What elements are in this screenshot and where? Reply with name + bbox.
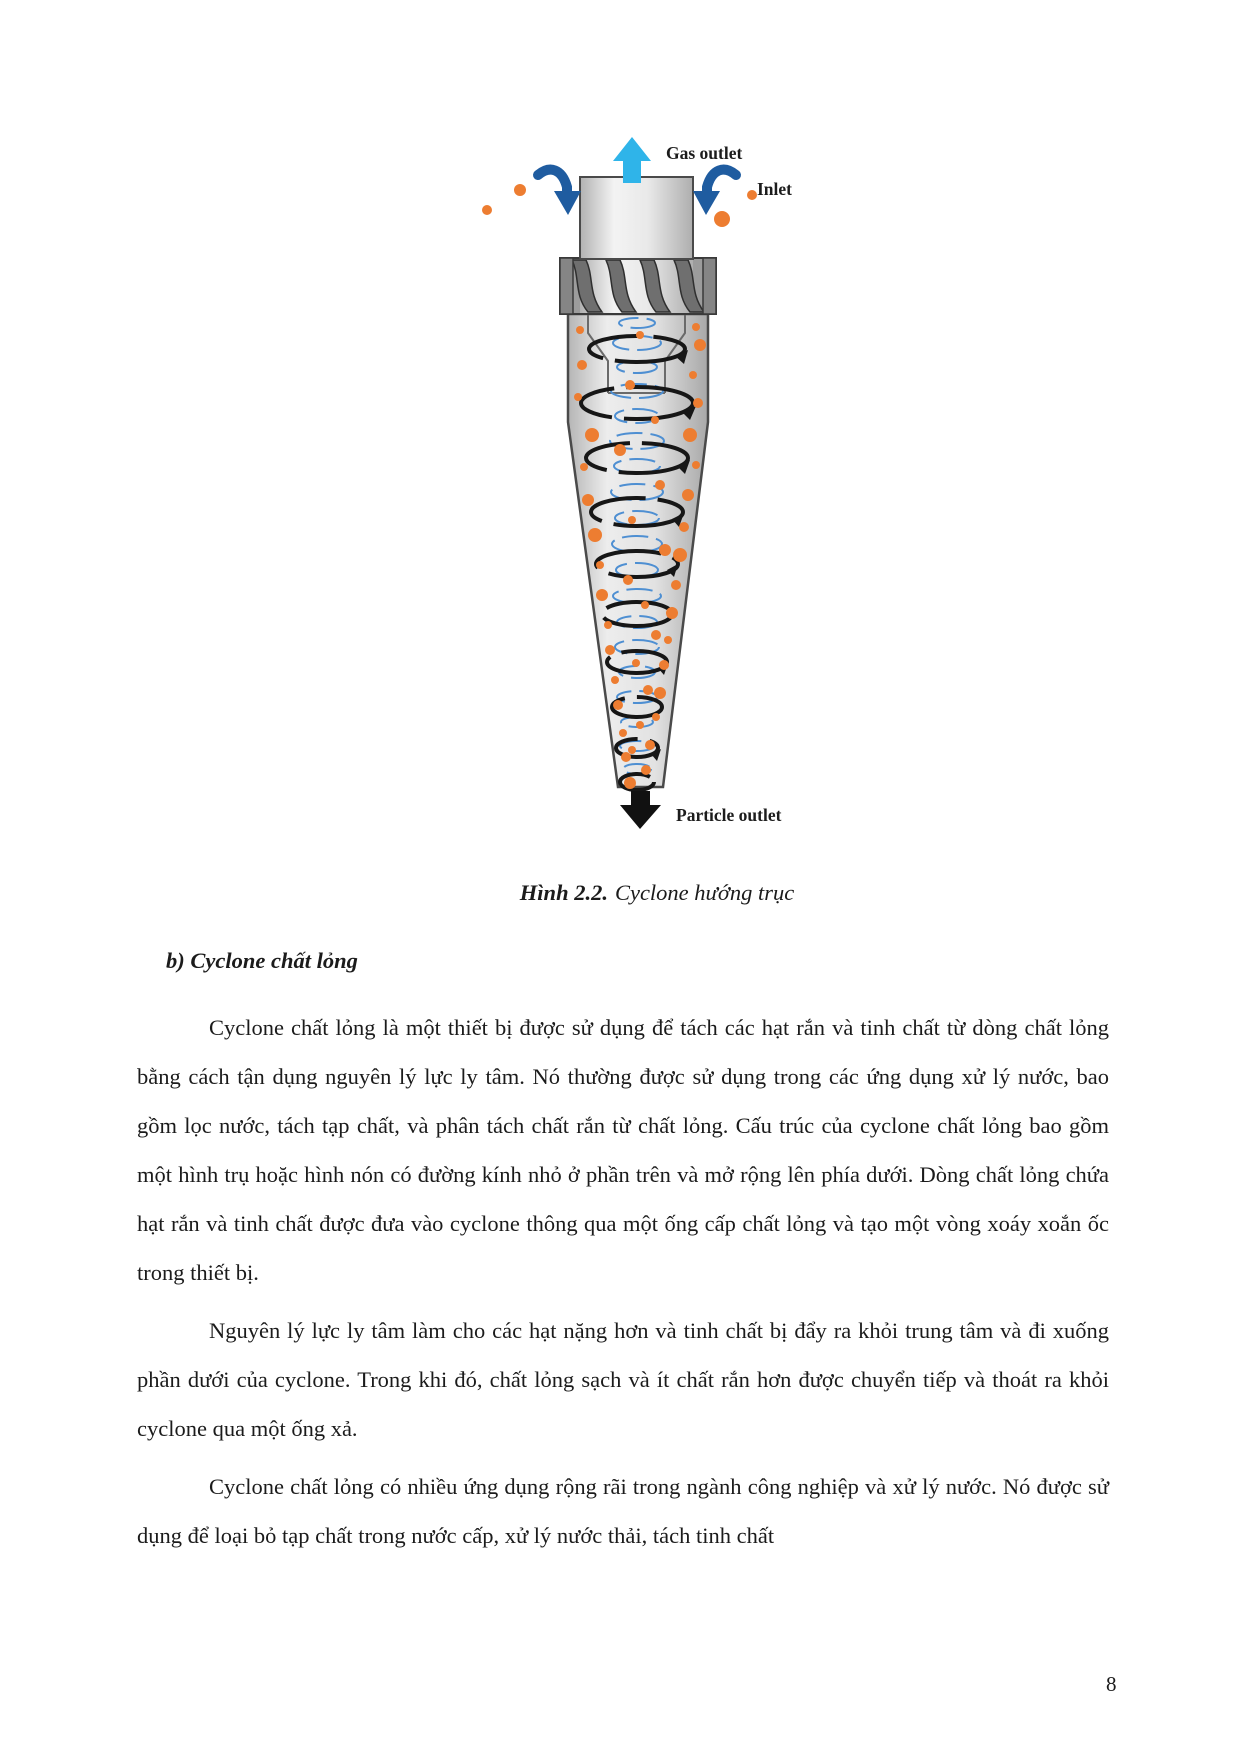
inlet-arrow-right-icon	[693, 170, 736, 215]
body-paragraph: Cyclone chất lỏng là một thiết bị được sử dụng để tách các hạt rắn và tinh chất từ dòng chất lỏng bằng cách tận dụng nguyên lý lực ly tâm. Nó thường được sử dụng trong các ứng dụng xử lý nước, bao gồm lọc nước, tách tạp chất, và phân tách chất rắn từ chất lỏng. Cấu trúc của cyclone chất lỏng bao gồm một hình trụ hoặc hình nón có đường kính nhỏ ở phần trên và mở rộng lên phía dưới. Dòng chất lỏng chứa hạt rắn và tinh chất được đưa vào cyclone thông qua một ống cấp chất lỏng và tạo một vòng xoáy xoắn ốc trong thiết bị.	[137, 1015, 1109, 1285]
inlet-label: Inlet	[757, 179, 792, 199]
cyclone-figure	[460, 135, 820, 835]
gas-outlet-tube	[580, 177, 693, 259]
figure-caption-number: Hình 2.2.	[519, 880, 608, 905]
figure-caption	[133, 878, 1109, 908]
swirl-vane-band	[560, 258, 716, 314]
figure-caption-text: Cyclone hướng trục	[614, 880, 795, 905]
body-paragraph: Nguyên lý lực ly tâm làm cho các hạt nặng hơn và tinh chất bị đẩy ra khỏi trung tâm và đi xuống phần dưới của cyclone. Trong khi đó, chất lỏng sạch và ít chất rắn hơn được chuyển tiếp và thoát ra khỏi cyclone qua một ống xả.	[137, 1318, 1109, 1441]
body-paragraph: Cyclone chất lỏng có nhiều ứng dụng rộng rãi trong ngành công nghiệp và xử lý nước. Nó được sử dụng để loại bỏ tạp chất trong nước cấp, xử lý nước thải, tách tinh chất	[137, 1474, 1109, 1548]
section-heading: b) Cyclone chất lỏng	[166, 948, 358, 973]
gas-outlet-label: Gas outlet	[666, 143, 743, 163]
body-text	[137, 1003, 1109, 1569]
inlet-arrow-left-icon	[538, 170, 581, 215]
particle-outlet-arrow-icon	[620, 791, 661, 829]
particle-outlet-label: Particle outlet	[676, 805, 782, 825]
page-number: 8	[1106, 1672, 1117, 1696]
cyclone-diagram	[460, 135, 820, 835]
